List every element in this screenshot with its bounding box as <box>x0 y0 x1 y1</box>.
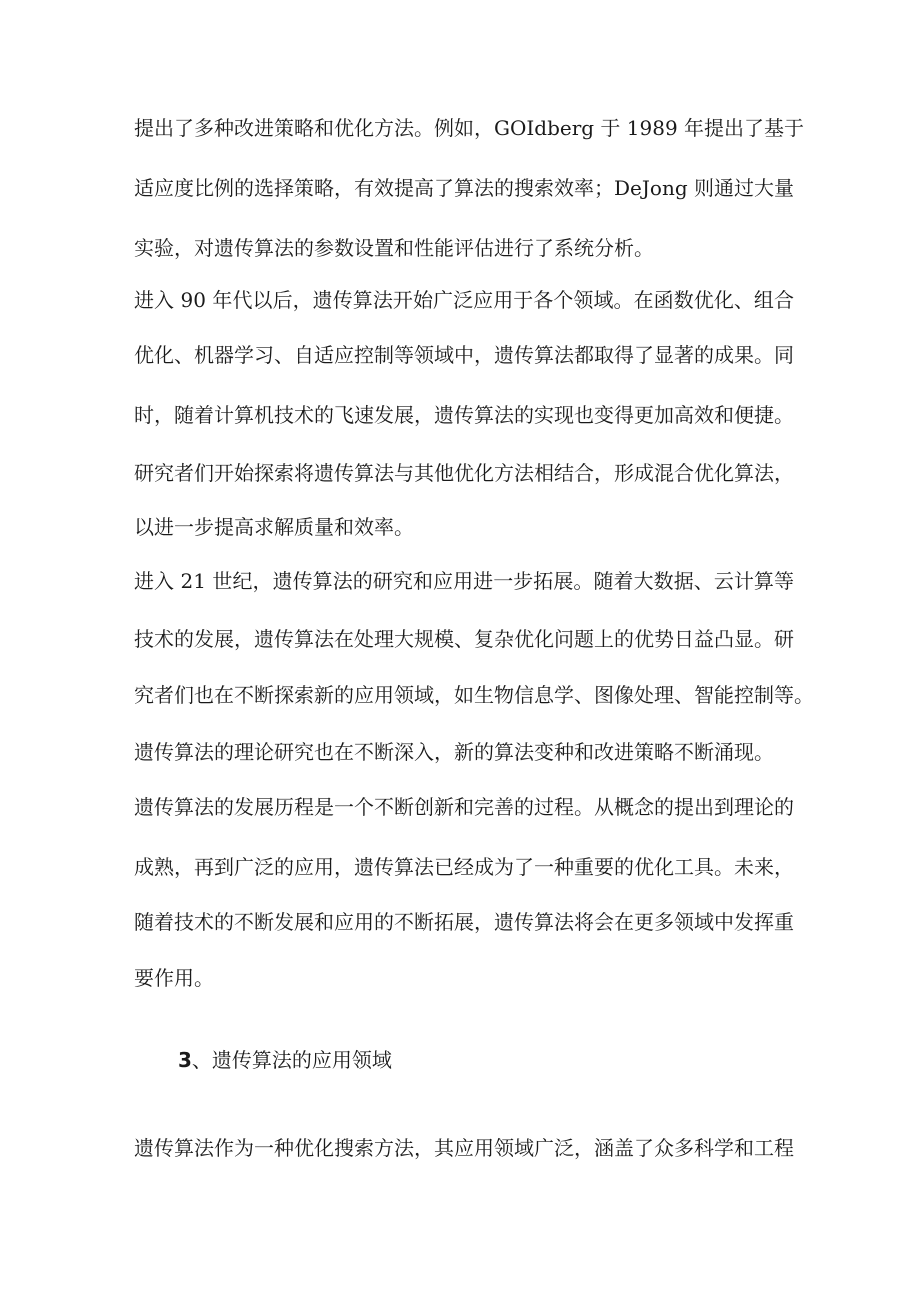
paragraph-line: 究者们也在不断探索新的应用领域，如生物信息学、图像处理、智能控制等。 <box>134 683 814 707</box>
paragraph-line: 提出了多种改进策略和优化方法。例如，GOIdberg 于 1989 年提出了基于 <box>134 116 805 140</box>
paragraph-line: 技术的发展，遗传算法在处理大规模、复杂优化问题上的优势日益凸显。研 <box>134 627 794 651</box>
paragraph-line: 随着技术的不断发展和应用的不断拓展，遗传算法将会在更多领域中发挥重 <box>134 910 794 934</box>
paragraph-line: 遗传算法作为一种优化搜索方法，其应用领域广泛，涵盖了众多科学和工程 <box>134 1136 794 1160</box>
paragraph-line: 成熟，再到广泛的应用，遗传算法已经成为了一种重要的优化工具。未来， <box>134 855 794 879</box>
paragraph-line: 实验，对遗传算法的参数设置和性能评估进行了系统分析。 <box>134 236 654 260</box>
paragraph-line: 适应度比例的选择策略，有效提高了算法的搜索效率；DeJong 则通过大量 <box>134 176 794 200</box>
paragraph-line: 要作用。 <box>134 966 214 990</box>
paragraph-line: 遗传算法的发展历程是一个不断创新和完善的过程。从概念的提出到理论的 <box>134 795 794 819</box>
section-number: 3 <box>178 1048 192 1072</box>
paragraph-line: 时，随着计算机技术的飞速发展，遗传算法的实现也变得更加高效和便捷。 <box>134 403 794 427</box>
paragraph-line: 优化、机器学习、自适应控制等领域中，遗传算法都取得了显著的成果。同 <box>134 343 794 367</box>
paragraph-line: 遗传算法的理论研究也在不断深入，新的算法变种和改进策略不断涌现。 <box>134 740 774 764</box>
section-heading <box>178 1045 392 1075</box>
paragraph-line: 进入 90 年代以后，遗传算法开始广泛应用于各个领域。在函数优化、组合 <box>134 288 794 312</box>
paragraph-line: 以进一步提高求解质量和效率。 <box>134 515 414 539</box>
section-title: 、遗传算法的应用领域 <box>191 1048 392 1072</box>
paragraph-line: 研究者们开始探索将遗传算法与其他优化方法相结合，形成混合优化算法， <box>134 461 794 485</box>
paragraph-line: 进入 21 世纪，遗传算法的研究和应用进一步拓展。随着大数据、云计算等 <box>134 569 794 593</box>
